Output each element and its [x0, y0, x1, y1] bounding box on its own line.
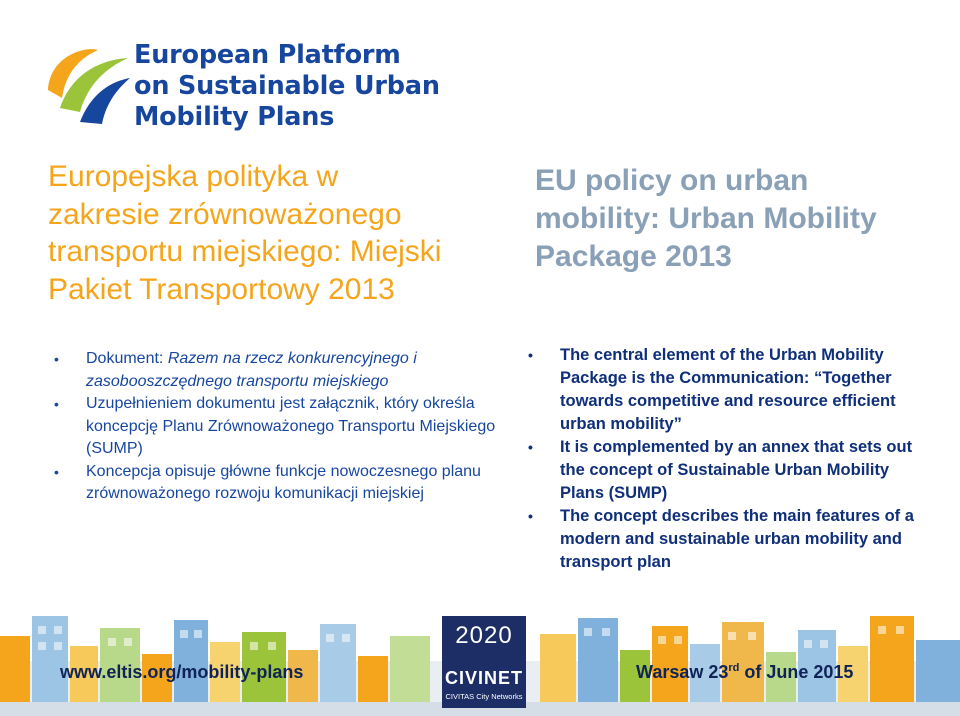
polish-bullet-list: [52, 348, 512, 506]
bullet-text: Koncepcja opisuje główne funkcje nowoczesnego planu zrównoważonego rozwoju komunikacji miejskiej: [86, 462, 481, 502]
platform-logo-mark: [40, 38, 130, 128]
bullet-item: [526, 436, 936, 505]
english-title-line: EU policy on urban: [535, 164, 809, 197]
civinet-name: CIVINET: [444, 668, 523, 688]
civinet-year: 2020: [455, 622, 513, 649]
eltis-link[interactable]: www.eltis.org/mobility-plans: [60, 662, 304, 682]
english-title: [535, 162, 935, 276]
bullet-prefix: Dokument:: [86, 350, 168, 367]
polish-title-line: transportu miejskiego: Miejski: [48, 235, 442, 268]
bullet-item: [526, 505, 936, 574]
polish-title-line: Europejska polityka w: [48, 160, 339, 193]
bullet-text: It is complemented by an annex that sets out the concept of Sustainable Urban Mobility Plans (SUMP): [560, 438, 913, 502]
logo-line: on Sustainable Urban: [134, 71, 440, 101]
logo-line: Mobility Plans: [134, 102, 335, 132]
platform-logo-text: [134, 40, 440, 133]
bullet-text: The central element of the Urban Mobility Package is the Communication: “Together towards competitive and resource efficient urban mobility”: [560, 346, 896, 433]
polish-title-line: zakresie zrównoważonego: [48, 197, 402, 231]
civinet-logo: [442, 616, 526, 708]
date-prefix: Warsaw 23: [636, 662, 729, 682]
bullet-italic-text: Razem na rzecz konkurencyjnego i zasobooszczędnego transportu miejskiego: [86, 350, 417, 390]
bullet-item: [52, 348, 512, 393]
bullet-item: [526, 344, 936, 436]
bullet-text: Uzupełnieniem dokumentu jest załącznik, który określa koncepcję Planu Zrównoważonego Transportu Miejskiego (SUMP): [86, 395, 496, 457]
english-title-line: mobility: Urban Mobility: [535, 202, 877, 235]
bullet-item: [52, 393, 512, 461]
logo-line: European Platform: [134, 40, 401, 70]
english-title-line: Package 2013: [535, 240, 732, 273]
english-bullet-list: [526, 344, 936, 574]
bullet-text: The concept describes the main features of a modern and sustainable urban mobility and transport plan: [560, 507, 914, 571]
date-ordinal: rd: [728, 662, 740, 674]
event-date: [636, 662, 853, 683]
civinet-subtitle: CIVITAS City Networks: [445, 692, 523, 701]
bullet-item: [52, 461, 512, 506]
polish-title-line: Pakiet Transportowy 2013: [48, 272, 395, 306]
date-suffix: of June 2015: [739, 662, 854, 682]
polish-title: [48, 158, 518, 308]
platform-logo: [40, 38, 440, 138]
